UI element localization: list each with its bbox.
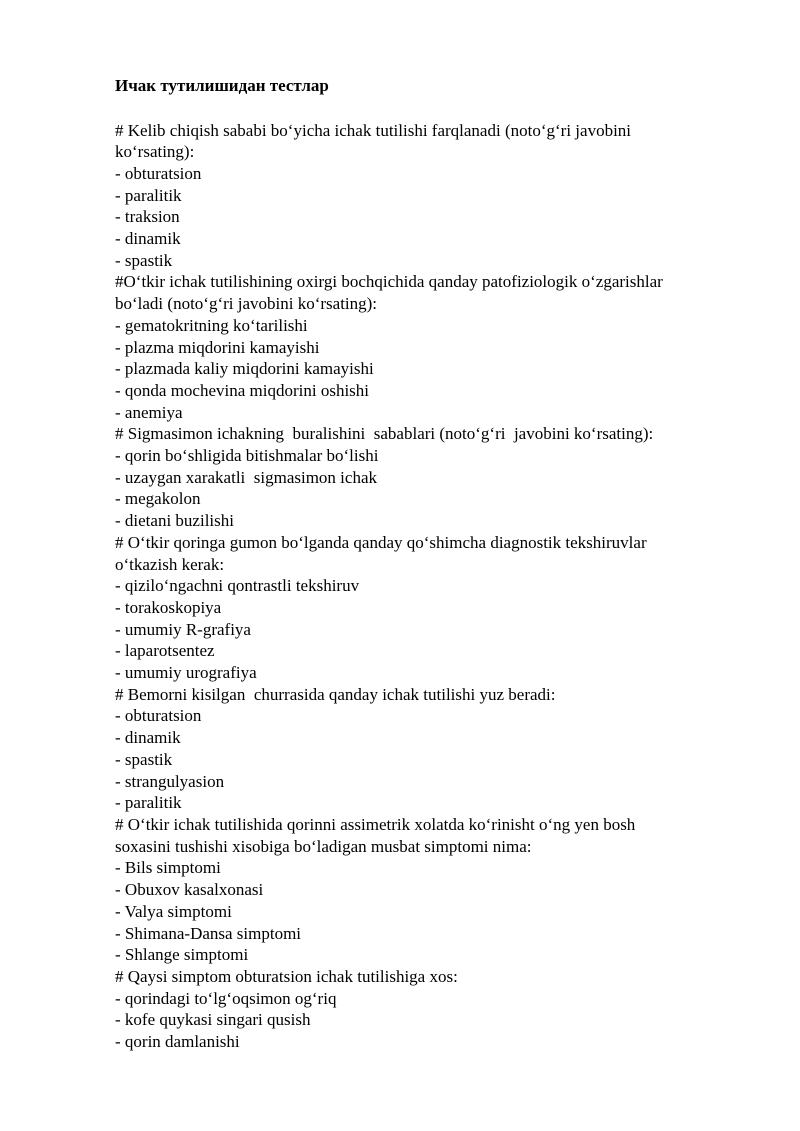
answer-option: - obturatsion	[115, 706, 202, 726]
answer-option: - spastik	[115, 250, 173, 270]
answer-option: - spastik	[115, 749, 173, 769]
answer-option: - Valya simptomi	[115, 901, 232, 921]
answer-option: - qizilo‘ngachni qontrastli tekshiruv	[115, 576, 360, 596]
answer-option: - megakolon	[115, 489, 201, 509]
answer-option: - plazmada kaliy miqdorini kamayishi	[115, 359, 374, 379]
text-line: o‘tkazish kerak:	[115, 554, 225, 574]
answer-option: - dinamik	[115, 229, 181, 249]
answer-option: - Shimana-Dansa simptomi	[115, 923, 302, 943]
answer-option: - qorindagi to‘lg‘oqsimon og‘riq	[115, 988, 337, 1008]
answer-option: - paralitik	[115, 185, 182, 205]
answer-option: - gematokritning ko‘tarilishi	[115, 315, 308, 335]
answer-option: - Bils simptomi	[115, 858, 221, 878]
answer-option: - traksion	[115, 207, 180, 227]
answer-option: - obturatsion	[115, 163, 202, 183]
answer-option: - uzaygan xarakatli sigmasimon ichak	[115, 467, 377, 487]
answer-option: - Obuxov kasalxonasi	[115, 880, 264, 900]
question-line: # O‘tkir ichak tutilishida qorinni assimetrik xolatda ko‘rinisht o‘ng yen bosh	[115, 815, 636, 834]
question-line: # Bemorni kisilgan churrasida qanday ichak tutilishi yuz beradi:	[115, 684, 556, 704]
document-title: Ичак тутилишидан тестлар	[115, 76, 329, 95]
answer-option: - kofe quykasi singari qusish	[115, 1010, 311, 1030]
question-line: # Qaysi simptom obturatsion ichak tutilishiga xos:	[115, 966, 458, 986]
answer-option: - laparotsentez	[115, 641, 215, 661]
answer-option: - dinamik	[115, 728, 181, 748]
answer-option: - plazma miqdorini kamayishi	[115, 337, 320, 357]
answer-option: - torakoskopiya	[115, 597, 222, 617]
answer-option: - anemiya	[115, 402, 183, 422]
answer-option: - qonda mochevina miqdorini oshishi	[115, 380, 370, 400]
document-body	[115, 120, 740, 1053]
answer-option: - Shlange simptomi	[115, 945, 249, 965]
answer-option: - qorin damlanishi	[115, 1032, 240, 1052]
question-line: #O‘tkir ichak tutilishining oxirgi bochqichida qanday patofiziologik o‘zgarishlar	[115, 272, 663, 292]
answer-option: - qorin bo‘shligida bitishmalar bo‘lishi	[115, 446, 379, 466]
text-line: ko‘rsating):	[115, 142, 195, 162]
answer-option: - umumiy R-grafiya	[115, 619, 251, 639]
answer-option: - umumiy urografiya	[115, 663, 257, 683]
answer-option: - dietani buzilishi	[115, 511, 234, 531]
answer-option: - paralitik	[115, 793, 182, 813]
question-line: # Sigmasimon ichakning buralishini sabablari (noto‘g‘ri javobini ko‘rsating):	[115, 424, 654, 444]
question-line: # O‘tkir qoringa gumon bo‘lganda qanday qo‘shimcha diagnostik tekshiruvlar	[115, 532, 647, 552]
text-line: bo‘ladi (noto‘g‘ri javobini ko‘rsating):	[115, 294, 378, 314]
answer-option: - strangulyasion	[115, 771, 225, 791]
question-line: # Kelib chiqish sababi bo‘yicha ichak tutilishi farqlanadi (noto‘g‘ri javobini	[115, 120, 632, 140]
text-line: soxasini tushishi xisobiga bo‘ladigan musbat simptomi nima:	[115, 836, 532, 856]
